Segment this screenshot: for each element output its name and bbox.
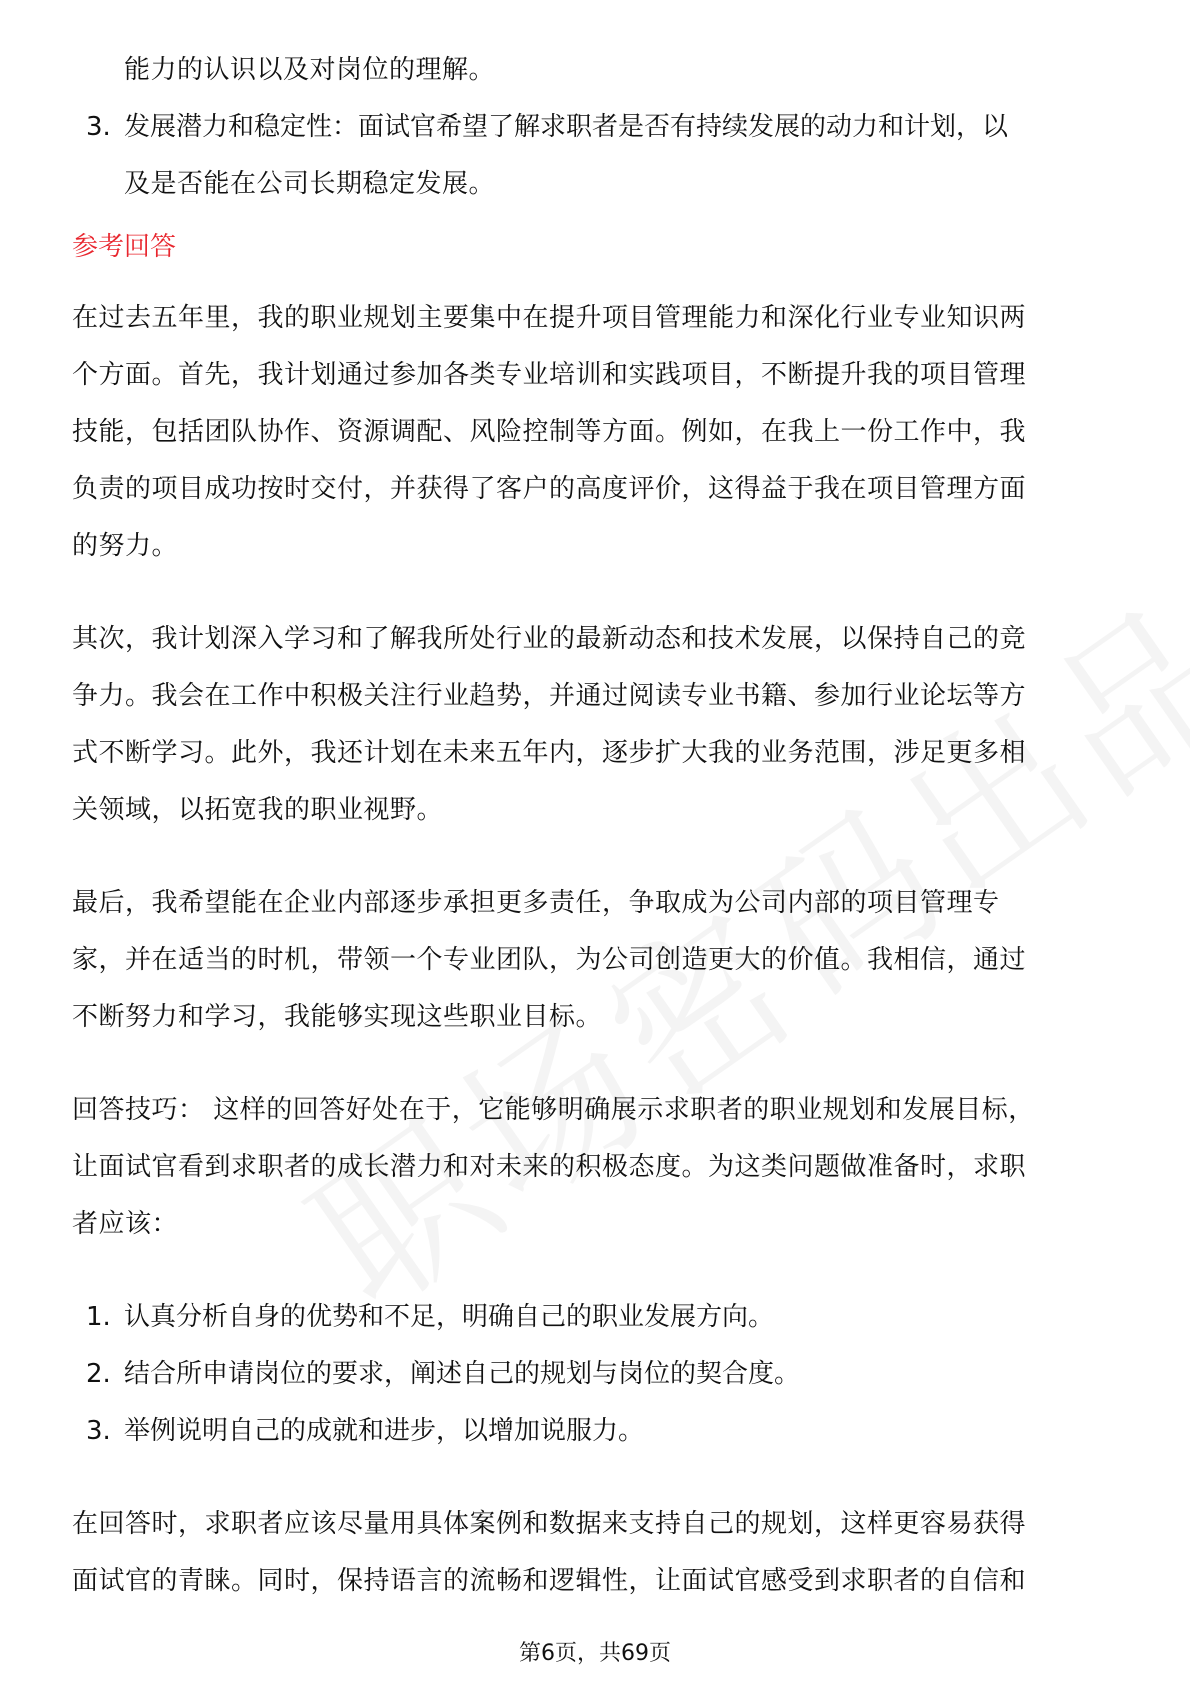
paragraph-3	[72, 875, 1118, 1046]
list-text: 发展潜力和稳定性：面试官希望了解求职者是否有持续发展的动力和计划，以	[124, 112, 1009, 142]
paragraph-line: 在过去五年里，我的职业规划主要集中在提升项目管理能力和深化行业专业知识两	[72, 303, 1027, 333]
paragraph-line: 技能，包括团队协作、资源调配、风险控制等方面。例如，在我上一份工作中，我	[72, 417, 1027, 447]
list-item	[72, 1346, 1118, 1403]
page-content	[72, 42, 1118, 1610]
paragraph-4	[72, 1082, 1118, 1253]
list-number: 2.	[86, 1359, 111, 1389]
list-text-continued: 及是否能在公司长期稳定发展。	[124, 169, 496, 199]
list-number: 3.	[86, 112, 111, 142]
paragraph-5	[72, 1496, 1118, 1610]
list-number: 3.	[86, 1416, 111, 1446]
list-item	[72, 1403, 1118, 1460]
paragraph-line: 不断努力和学习，我能够实现这些职业目标。	[72, 1002, 603, 1032]
paragraph-line: 回答技巧： 这样的回答好处在于，它能够明确展示求职者的职业规划和发展目标，	[72, 1095, 1035, 1125]
page-number: 第6页，共69页	[519, 1641, 671, 1666]
list-number: 1.	[86, 1302, 111, 1332]
paragraph-line: 者应该：	[72, 1209, 179, 1239]
list-text: 结合所申请岗位的要求，阐述自己的规划与岗位的契合度。	[124, 1359, 801, 1389]
paragraph-1	[72, 290, 1118, 575]
section-title: 参考回答	[72, 232, 177, 262]
tips-list	[72, 1289, 1118, 1460]
paragraph-line: 其次，我计划深入学习和了解我所处行业的最新动态和技术发展，以保持自己的竞	[72, 624, 1027, 654]
list-text: 举例说明自己的成就和进步，以增加说服力。	[124, 1416, 645, 1446]
paragraph-line: 个方面。首先，我计划通过参加各类专业培训和实践项目，不断提升我的项目管理	[72, 360, 1027, 390]
list-item	[72, 99, 1118, 156]
paragraph-line: 争力。我会在工作中积极关注行业趋势，并通过阅读专业书籍、参加行业论坛等方	[72, 681, 1027, 711]
paragraph-line: 的努力。	[72, 531, 179, 561]
paragraph-line: 面试官的青睐。同时，保持语言的流畅和逻辑性，让面试官感受到求职者的自信和	[72, 1566, 1027, 1596]
paragraph-line: 式不断学习。此外，我还计划在未来五年内，逐步扩大我的业务范围，涉足更多相	[72, 738, 1027, 768]
paragraph-line: 家，并在适当的时机，带领一个专业团队，为公司创造更大的价值。我相信，通过	[72, 945, 1027, 975]
paragraph-line: 关领域，以拓宽我的职业视野。	[72, 795, 444, 825]
paragraph-line: 在回答时，求职者应该尽量用具体案例和数据来支持自己的规划，这样更容易获得	[72, 1509, 1027, 1539]
list-text: 认真分析自身的优势和不足，明确自己的职业发展方向。	[124, 1302, 775, 1332]
list-item	[72, 1289, 1118, 1346]
top-list-item	[72, 99, 1118, 213]
intro-line: 能力的认识以及对岗位的理解。	[124, 55, 496, 85]
paragraph-line: 最后，我希望能在企业内部逐步承担更多责任，争取成为公司内部的项目管理专	[72, 888, 1000, 918]
paragraph-2	[72, 611, 1118, 839]
paragraph-line: 负责的项目成功按时交付，并获得了客户的高度评价，这得益于我在项目管理方面	[72, 474, 1027, 504]
paragraph-line: 让面试官看到求职者的成长潜力和对未来的积极态度。为这类问题做准备时，求职	[72, 1152, 1027, 1182]
